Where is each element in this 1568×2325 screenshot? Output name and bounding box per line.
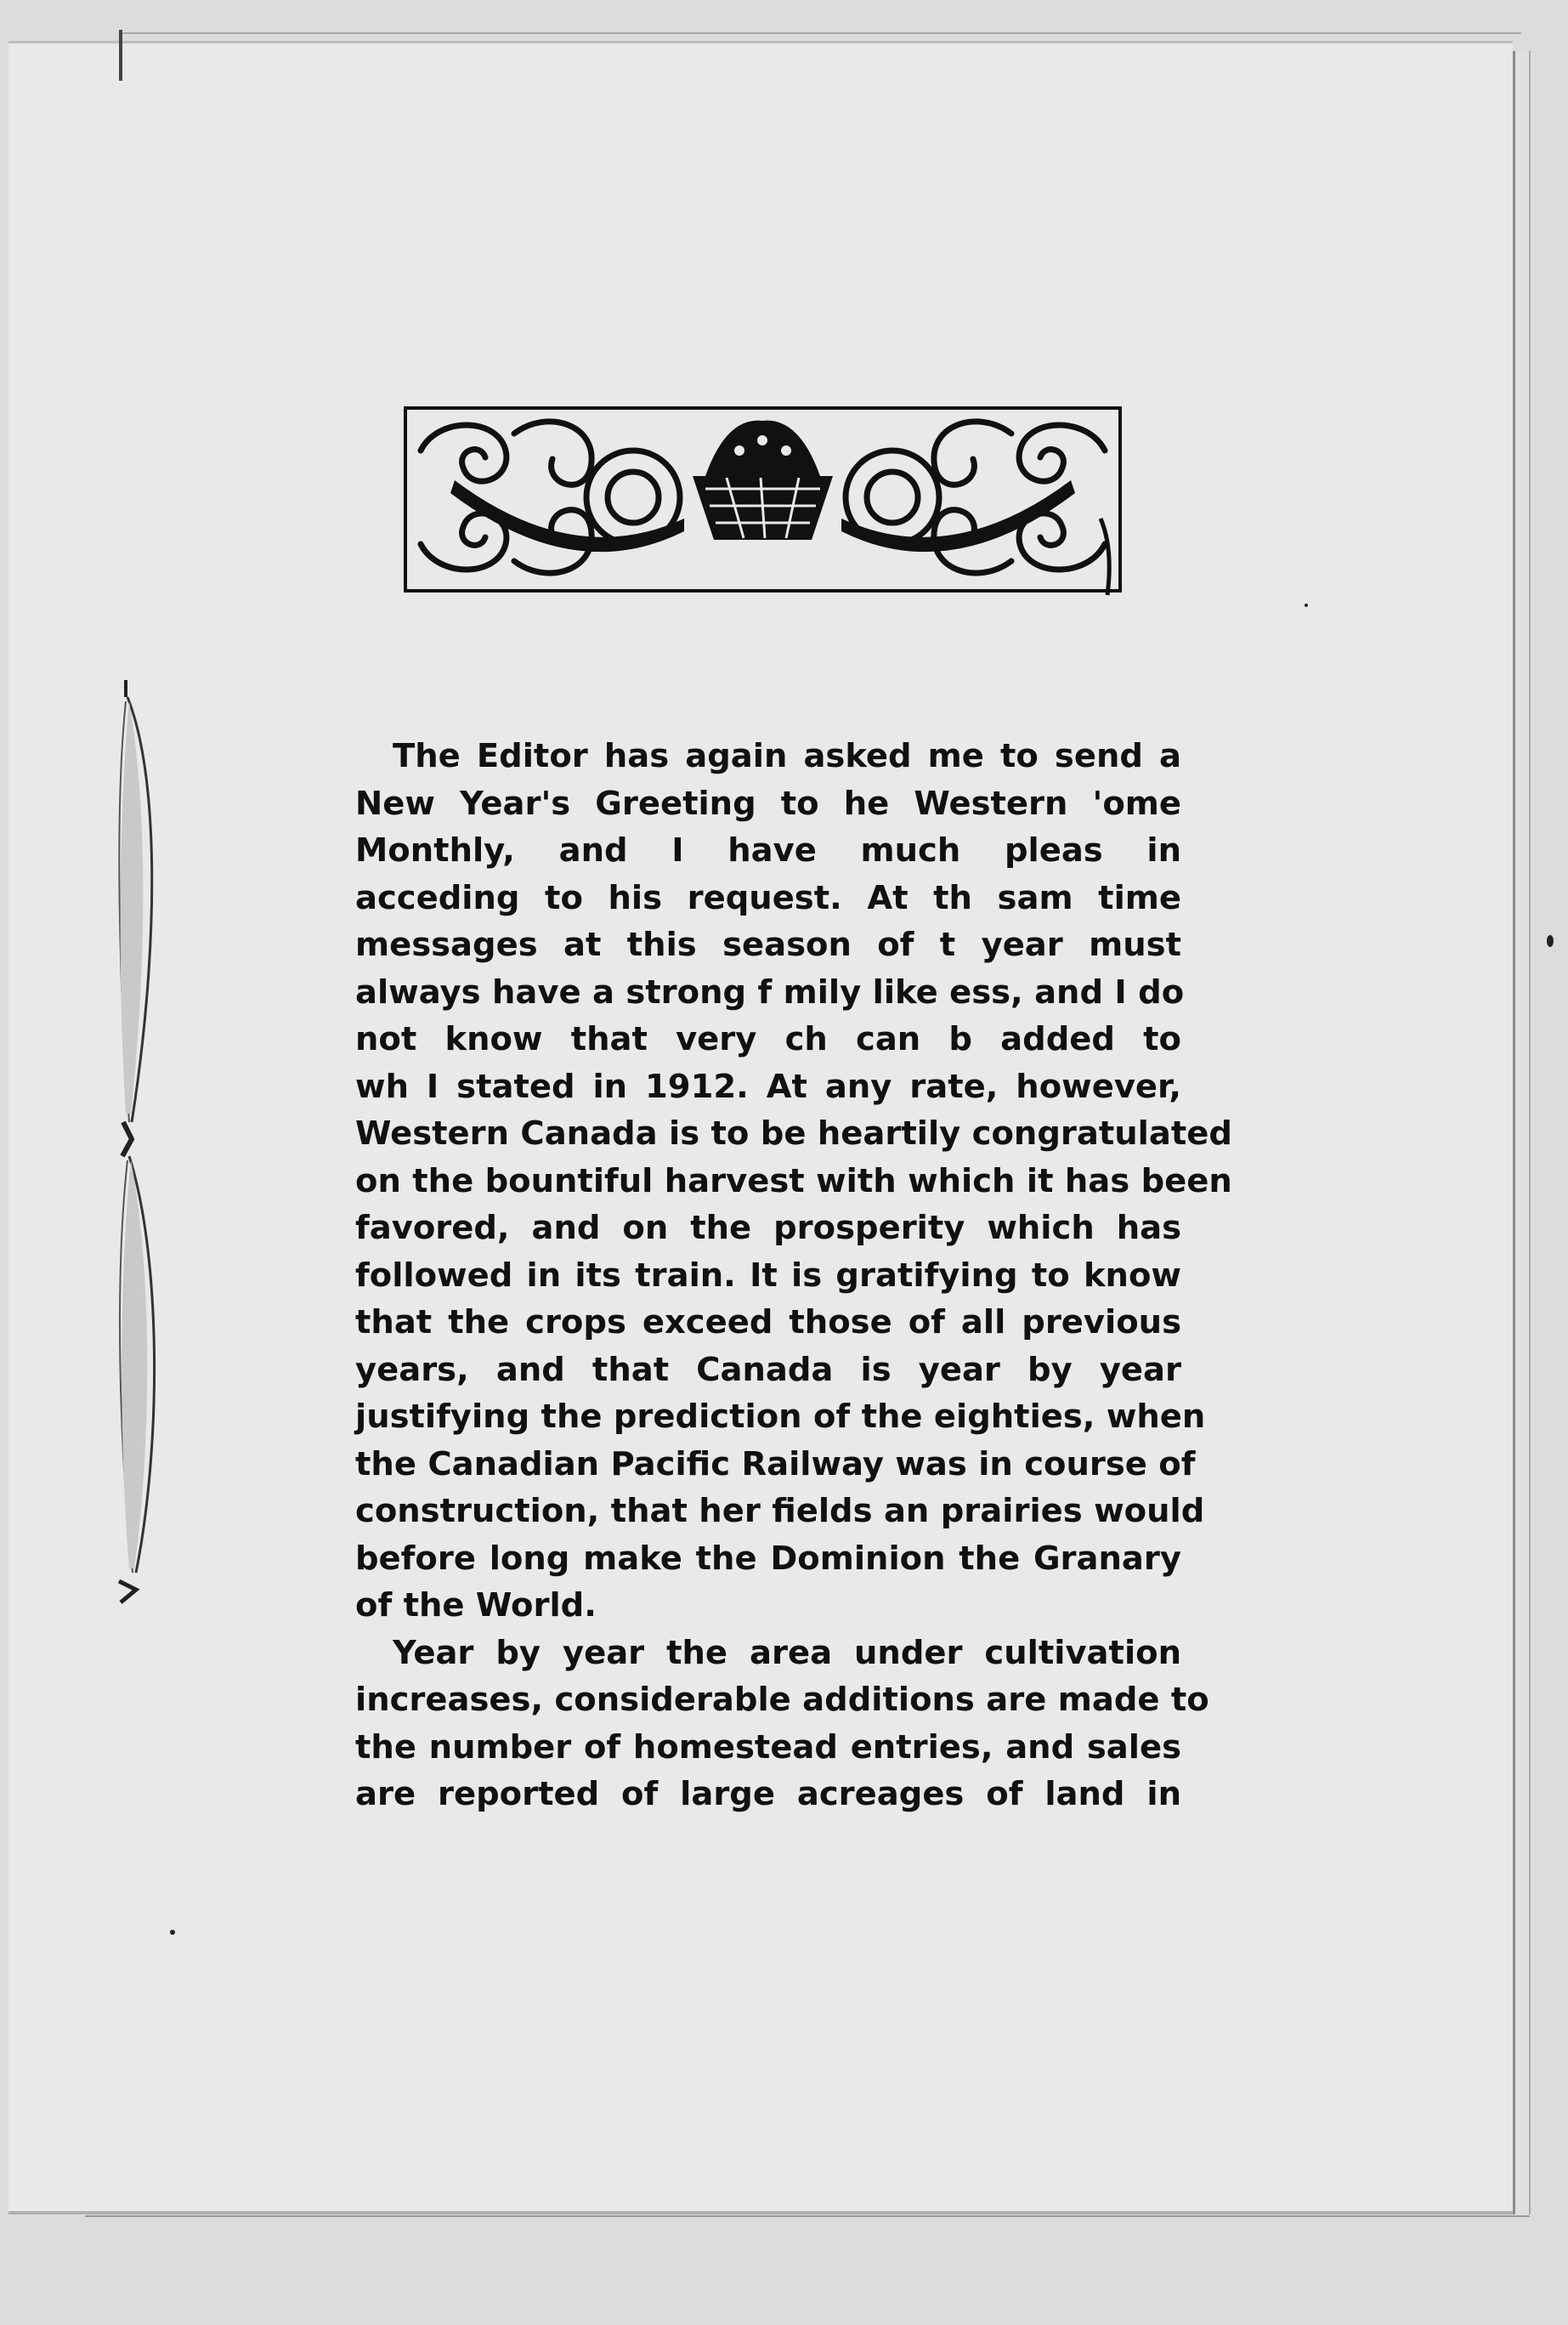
text-line: Monthly, and I have much pleas in [355,831,1181,870]
page-right-edge [1513,51,1531,2214]
paragraph-1 [355,733,1232,1630]
letter-body [355,733,1232,1818]
text-line: before long make the Dominion the Granary [355,1539,1181,1578]
ribbon-binding-icon [110,680,178,1607]
text-line: always have a strong f mily like ess, and I do [355,973,1185,1012]
text-line: the number of homestead entries, and sales [355,1727,1181,1766]
paragraph-2 [355,1630,1209,1818]
page-bottom-edge [85,2209,1530,2217]
ornamental-scroll-basket-icon [404,400,1122,599]
scan-speck [1305,604,1308,607]
text-line: that the crops exceed those of all previous [355,1303,1181,1341]
text-line: years, and that Canada is year by year [355,1350,1181,1389]
text-line: acceding to his request. At th sam time [355,878,1181,917]
text-line: increases, considerable additions are made to [355,1681,1209,1719]
scan-speck [1547,935,1554,947]
text-line: wh I stated in 1912. At any rate, however, [355,1067,1181,1106]
text-line: the Canadian Pacific Railway was in course of [355,1444,1196,1483]
text-line: on the bountiful harvest with which it has been [355,1161,1232,1200]
scan-speck [170,1930,175,1935]
text-line: favored, and on the prosperity which has [355,1209,1181,1247]
text-line: Year by year the area under cultivation [393,1633,1181,1672]
text-line: The Editor has again asked me to send a [393,737,1181,775]
text-line: not know that very ch can b added to [355,1020,1181,1058]
text-line: are reported of large acreages of land in [355,1775,1181,1813]
text-line: messages at this season of t year must [355,926,1181,964]
text-line: Western Canada is to be heartily congratulated [355,1114,1232,1153]
text-line: New Year's Greeting to he Western 'ome [355,784,1181,823]
page-fold-mark [119,30,122,81]
text-line: construction, that her fields an prairies would [355,1492,1205,1530]
text-line: justifying the prediction of the eighties, when [355,1398,1206,1436]
text-line: of the World. [355,1586,597,1625]
text-line: followed in its train. It is gratifying to know [355,1256,1181,1295]
page-top-edge [119,32,1521,44]
